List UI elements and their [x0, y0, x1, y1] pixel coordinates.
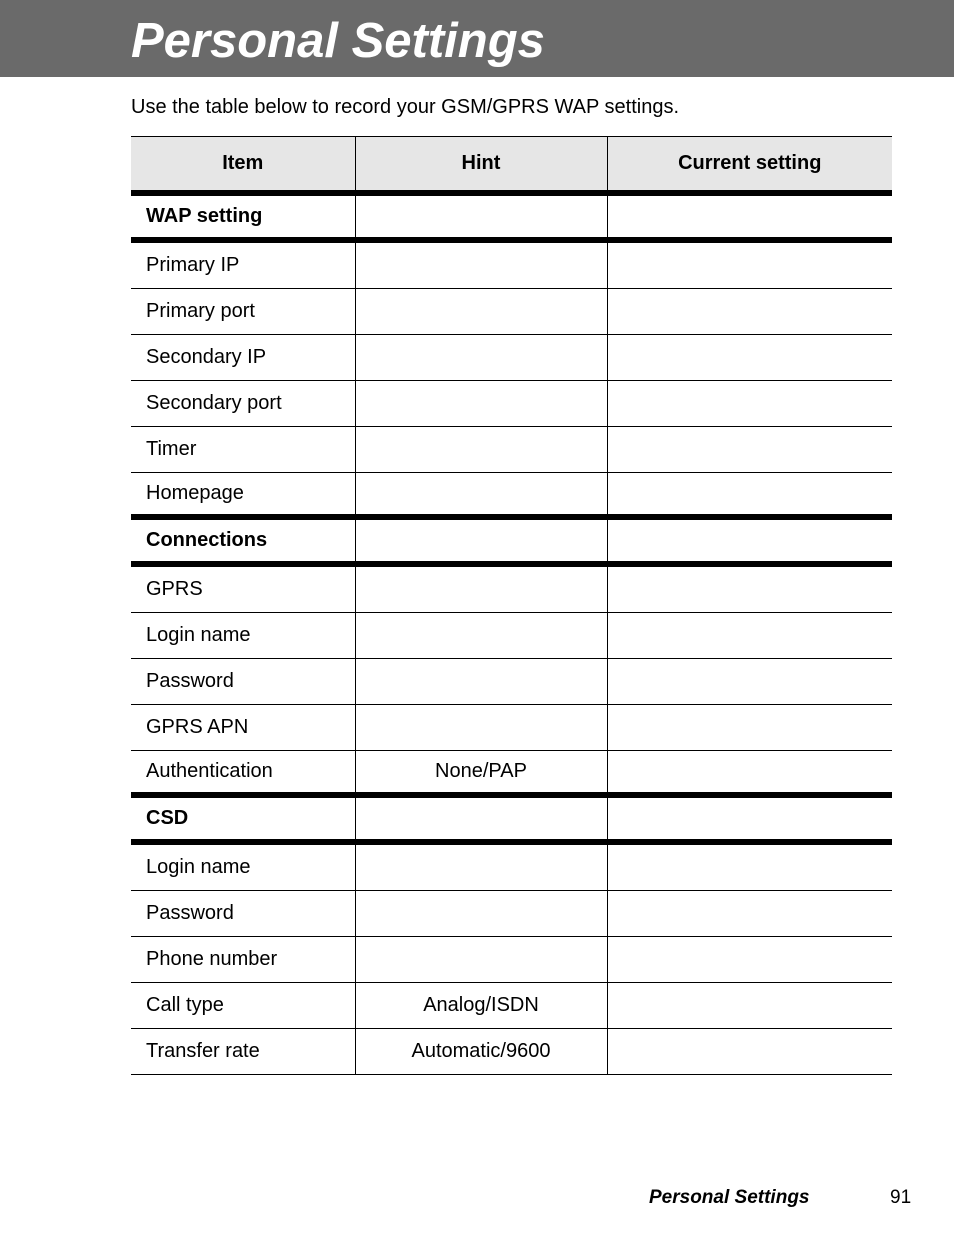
item-cell: Login name [131, 613, 355, 659]
settings-table [131, 136, 892, 1075]
hint-cell: None/PAP [355, 751, 607, 796]
section-label: CSD [131, 795, 355, 842]
hint-cell [355, 289, 607, 335]
table-row [131, 613, 892, 659]
hint-cell [355, 517, 607, 564]
table-row [131, 659, 892, 705]
current-setting-cell [607, 335, 892, 381]
intro-text: Use the table below to record your GSM/GPRS WAP settings. [131, 96, 680, 118]
hint-cell [355, 564, 607, 613]
table-row [131, 335, 892, 381]
table-header [131, 137, 892, 194]
table-row [131, 842, 892, 891]
table-row [131, 473, 892, 518]
current-setting-cell [607, 937, 892, 983]
title-bar [0, 0, 954, 77]
item-cell: Secondary port [131, 381, 355, 427]
current-setting-cell [607, 613, 892, 659]
item-cell: Login name [131, 842, 355, 891]
header-item: Item [131, 137, 355, 194]
section-row [131, 795, 892, 842]
current-setting-cell [607, 751, 892, 796]
hint-cell [355, 613, 607, 659]
table-row [131, 427, 892, 473]
table-body [131, 193, 892, 1075]
current-setting-cell [607, 795, 892, 842]
table-row [131, 289, 892, 335]
header-row [131, 137, 892, 194]
page-title: Personal Settings [131, 14, 545, 68]
hint-cell [355, 705, 607, 751]
item-cell: Homepage [131, 473, 355, 518]
hint-cell [355, 427, 607, 473]
section-row [131, 193, 892, 240]
current-setting-cell [607, 705, 892, 751]
current-setting-cell [607, 517, 892, 564]
table-row [131, 751, 892, 796]
current-setting-cell [607, 1029, 892, 1075]
hint-cell [355, 193, 607, 240]
hint-cell [355, 381, 607, 427]
section-label: Connections [131, 517, 355, 564]
current-setting-cell [607, 564, 892, 613]
current-setting-cell [607, 473, 892, 518]
table-row [131, 564, 892, 613]
current-setting-cell [607, 193, 892, 240]
table-row [131, 891, 892, 937]
item-cell: Primary IP [131, 240, 355, 289]
item-cell: Secondary IP [131, 335, 355, 381]
current-setting-cell [607, 381, 892, 427]
hint-cell [355, 659, 607, 705]
hint-cell [355, 937, 607, 983]
item-cell: Phone number [131, 937, 355, 983]
hint-cell [355, 335, 607, 381]
current-setting-cell [607, 842, 892, 891]
table-row [131, 240, 892, 289]
hint-cell [355, 795, 607, 842]
table-row [131, 937, 892, 983]
item-cell: Transfer rate [131, 1029, 355, 1075]
header-current-setting: Current setting [607, 137, 892, 194]
item-cell: Password [131, 659, 355, 705]
header-hint: Hint [355, 137, 607, 194]
current-setting-cell [607, 240, 892, 289]
current-setting-cell [607, 289, 892, 335]
item-cell: Timer [131, 427, 355, 473]
hint-cell: Analog/ISDN [355, 983, 607, 1029]
hint-cell [355, 891, 607, 937]
hint-cell: Automatic/9600 [355, 1029, 607, 1075]
current-setting-cell [607, 891, 892, 937]
item-cell: Authentication [131, 751, 355, 796]
table-row [131, 705, 892, 751]
item-cell: Password [131, 891, 355, 937]
current-setting-cell [607, 983, 892, 1029]
item-cell: Primary port [131, 289, 355, 335]
section-row [131, 517, 892, 564]
page-number: 91 [890, 1187, 912, 1208]
section-label: WAP setting [131, 193, 355, 240]
hint-cell [355, 473, 607, 518]
table-row [131, 1029, 892, 1075]
table-row [131, 983, 892, 1029]
footer-section-title: Personal Settings [649, 1187, 810, 1208]
table-row [131, 381, 892, 427]
item-cell: GPRS [131, 564, 355, 613]
item-cell: Call type [131, 983, 355, 1029]
item-cell: GPRS APN [131, 705, 355, 751]
hint-cell [355, 240, 607, 289]
current-setting-cell [607, 427, 892, 473]
hint-cell [355, 842, 607, 891]
current-setting-cell [607, 659, 892, 705]
